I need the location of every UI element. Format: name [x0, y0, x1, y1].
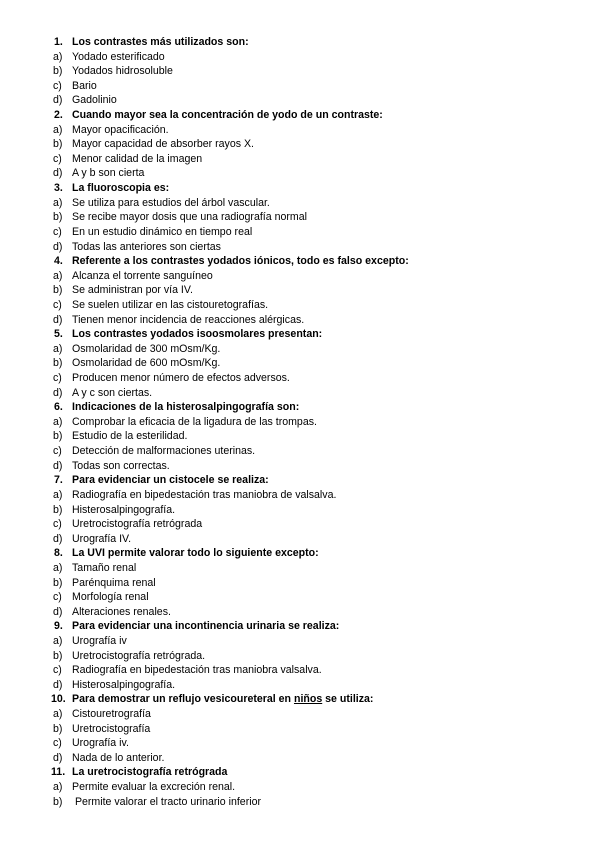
option-text: A y c son ciertas. — [72, 386, 153, 399]
option-text: Yodado esterificado — [72, 50, 165, 63]
option-letter: b) — [53, 430, 63, 443]
question-4 — [0, 254, 600, 269]
option-11a — [0, 780, 600, 795]
option-10d — [0, 751, 600, 766]
question-number: 11. — [51, 766, 66, 779]
option-letter: c) — [53, 152, 62, 165]
option-text: Menor calidad de la imagen — [72, 152, 203, 165]
option-9c — [0, 663, 600, 678]
option-letter: b) — [53, 211, 63, 224]
question-6 — [0, 400, 600, 415]
question-text: Los contrastes más utilizados son: — [72, 36, 249, 48]
option-10b — [0, 722, 600, 737]
question-text: Los contrastes yodados isoosmolares presentan: — [72, 328, 323, 341]
question-number: 5. — [54, 328, 63, 341]
option-1d — [0, 93, 600, 108]
question-3 — [0, 181, 600, 196]
option-text: Tienen menor incidencia de reacciones alérgicas. — [72, 313, 305, 326]
option-4d — [0, 313, 600, 328]
option-letter: c) — [53, 79, 62, 92]
question-11 — [0, 765, 600, 780]
question-1 — [0, 35, 600, 50]
option-text: Estudio de la esterilidad. — [72, 430, 188, 443]
option-5a — [0, 342, 600, 357]
option-5d — [0, 386, 600, 401]
option-2a — [0, 123, 600, 138]
question-number: 1. — [54, 36, 63, 48]
option-letter: a) — [53, 342, 63, 355]
question-2 — [0, 108, 600, 123]
option-letter: c) — [53, 664, 62, 677]
option-letter: d) — [53, 94, 63, 107]
option-text: Radiografía en bipedestación tras maniobra de valsalva. — [72, 488, 337, 501]
option-letter: d) — [53, 459, 63, 472]
option-text: Parénquima renal — [72, 576, 156, 589]
question-number: 3. — [54, 182, 63, 195]
question-10 — [0, 692, 600, 707]
question-number: 10. — [51, 693, 66, 706]
option-5b — [0, 356, 600, 371]
option-3d — [0, 240, 600, 255]
option-text: Se administran por vía IV. — [72, 284, 193, 297]
option-text: Todas las anteriores son ciertas — [72, 240, 221, 253]
question-number: 2. — [54, 109, 63, 122]
option-text: Se utiliza para estudios del árbol vascular. — [72, 196, 270, 209]
option-3b — [0, 210, 600, 225]
option-text: Yodados hidrosoluble — [72, 65, 173, 78]
option-2c — [0, 152, 600, 167]
option-letter: c) — [53, 737, 62, 750]
option-text: Gadolinio — [72, 94, 117, 107]
option-5c — [0, 371, 600, 386]
option-8d — [0, 605, 600, 620]
option-letter: a) — [53, 415, 63, 428]
option-letter: c) — [53, 591, 62, 604]
option-3c — [0, 225, 600, 240]
option-text: Comprobar la eficacia de la ligadura de las trompas. — [72, 415, 317, 428]
option-letter: b) — [53, 795, 63, 808]
question-text: Para evidenciar un cistocele se realiza: — [72, 474, 269, 487]
option-letter: a) — [53, 269, 63, 282]
option-3a — [0, 196, 600, 211]
option-letter: b) — [53, 284, 63, 297]
option-9a — [0, 634, 600, 649]
question-number: 6. — [54, 401, 63, 414]
option-text: Urografía iv. — [72, 737, 129, 750]
option-letter: b) — [53, 138, 63, 151]
option-text: Nada de lo anterior. — [72, 751, 165, 764]
option-letter: c) — [53, 445, 62, 458]
option-8a — [0, 561, 600, 576]
option-text: Permite valorar el tracto urinario inferior — [72, 795, 261, 808]
question-text: Referente a los contrastes yodados iónicos, todo es falso excepto: — [72, 255, 409, 268]
option-letter: a) — [53, 196, 63, 209]
option-letter: a) — [53, 708, 63, 721]
option-letter: a) — [53, 781, 63, 794]
option-text: Bario — [72, 79, 97, 92]
question-text: La fluoroscopia es: — [72, 182, 170, 195]
option-text: Osmolaridad de 300 mOsm/Kg. — [72, 342, 221, 355]
option-text: Detección de malformaciones uterinas. — [72, 445, 256, 458]
option-letter: a) — [53, 561, 63, 574]
option-letter: b) — [53, 357, 63, 370]
underlined-word: niños — [293, 693, 323, 706]
option-letter: a) — [53, 50, 63, 63]
question-text-part: Para demostrar un reflujo vesicoureteral en — [72, 693, 294, 706]
option-2d — [0, 166, 600, 181]
document-page — [0, 35, 600, 809]
option-text: Todas son correctas. — [72, 459, 170, 472]
option-letter: b) — [53, 503, 63, 516]
option-letter: a) — [53, 123, 63, 136]
option-letter: d) — [53, 751, 63, 764]
option-text: A y b son cierta — [72, 167, 145, 180]
option-1a — [0, 50, 600, 65]
question-9 — [0, 619, 600, 634]
question-text: La UVI permite valorar todo lo siguiente excepto: — [72, 547, 319, 560]
option-11b — [0, 795, 600, 810]
option-10a — [0, 707, 600, 722]
option-text: Producen menor número de efectos adversos. — [72, 372, 290, 385]
option-text: Uretrocistografía — [72, 722, 151, 735]
option-6d — [0, 459, 600, 474]
option-letter: c) — [53, 225, 62, 238]
option-letter: d) — [53, 386, 63, 399]
option-letter: d) — [53, 605, 63, 618]
option-letter: d) — [53, 313, 63, 326]
option-text: Urografía IV. — [72, 532, 132, 545]
option-text: Se suelen utilizar en las cistouretografías. — [72, 298, 269, 311]
option-text: Permite evaluar la excreción renal. — [72, 781, 236, 794]
option-text: Se recibe mayor dosis que una radiografía normal — [72, 211, 307, 224]
option-text: Cistouretrografía — [72, 708, 151, 721]
option-7a — [0, 488, 600, 503]
question-text: Indicaciones de la histerosalpingografía son: — [72, 401, 300, 414]
question-text-part: se utiliza: — [322, 693, 374, 706]
option-8c — [0, 590, 600, 605]
option-6b — [0, 429, 600, 444]
option-text: Tamaño renal — [72, 561, 137, 574]
option-letter: b) — [53, 576, 63, 589]
question-text — [72, 692, 373, 707]
question-number: 4. — [54, 255, 63, 268]
option-text: Histerosalpingografía. — [72, 678, 176, 691]
option-6c — [0, 444, 600, 459]
option-text: Osmolaridad de 600 mOsm/Kg. — [72, 357, 221, 370]
option-4c — [0, 298, 600, 313]
option-text: Alteraciones renales. — [72, 605, 171, 618]
question-number: 7. — [54, 474, 63, 487]
option-letter: d) — [53, 678, 63, 691]
option-1b — [0, 64, 600, 79]
option-text: Mayor opacificación. — [72, 123, 169, 136]
option-letter: c) — [53, 518, 62, 531]
option-text: Alcanza el torrente sanguíneo — [72, 269, 213, 282]
option-text: Urografía iv — [72, 634, 127, 647]
option-letter: d) — [53, 240, 63, 253]
option-text: En un estudio dinámico en tiempo real — [72, 225, 253, 238]
option-4b — [0, 283, 600, 298]
option-10c — [0, 736, 600, 751]
question-8 — [0, 546, 600, 561]
option-letter: c) — [53, 298, 62, 311]
option-text: Uretrocistografía retrógrada — [72, 518, 203, 531]
option-letter: a) — [53, 634, 63, 647]
option-text: Mayor capacidad de absorber rayos X. — [72, 138, 254, 151]
option-letter: c) — [53, 372, 62, 385]
option-text: Radiografía en bipedestación tras maniobra valsalva. — [72, 664, 322, 677]
question-text: La uretrocistografía retrógrada — [72, 766, 228, 779]
question-5 — [0, 327, 600, 342]
option-8b — [0, 576, 600, 591]
option-letter: b) — [53, 722, 63, 735]
option-6a — [0, 415, 600, 430]
option-7c — [0, 517, 600, 532]
question-number: 9. — [54, 620, 63, 633]
option-9d — [0, 678, 600, 693]
option-text: Morfología renal — [72, 591, 149, 604]
option-letter: b) — [53, 65, 63, 78]
option-2b — [0, 137, 600, 152]
option-letter: d) — [53, 167, 63, 180]
option-7b — [0, 503, 600, 518]
question-7 — [0, 473, 600, 488]
option-letter: d) — [53, 532, 63, 545]
option-4a — [0, 269, 600, 284]
option-1c — [0, 79, 600, 94]
option-text: Histerosalpingografía. — [72, 503, 176, 516]
question-number: 8. — [54, 547, 63, 560]
option-9b — [0, 649, 600, 664]
option-letter: a) — [53, 488, 63, 501]
option-7d — [0, 532, 600, 547]
question-text: Para evidenciar una incontinencia urinaria se realiza: — [72, 620, 340, 633]
option-letter: b) — [53, 649, 63, 662]
option-text: Uretrocistografía retrógrada. — [72, 649, 206, 662]
question-text: Cuando mayor sea la concentración de yodo de un contraste: — [72, 109, 383, 122]
